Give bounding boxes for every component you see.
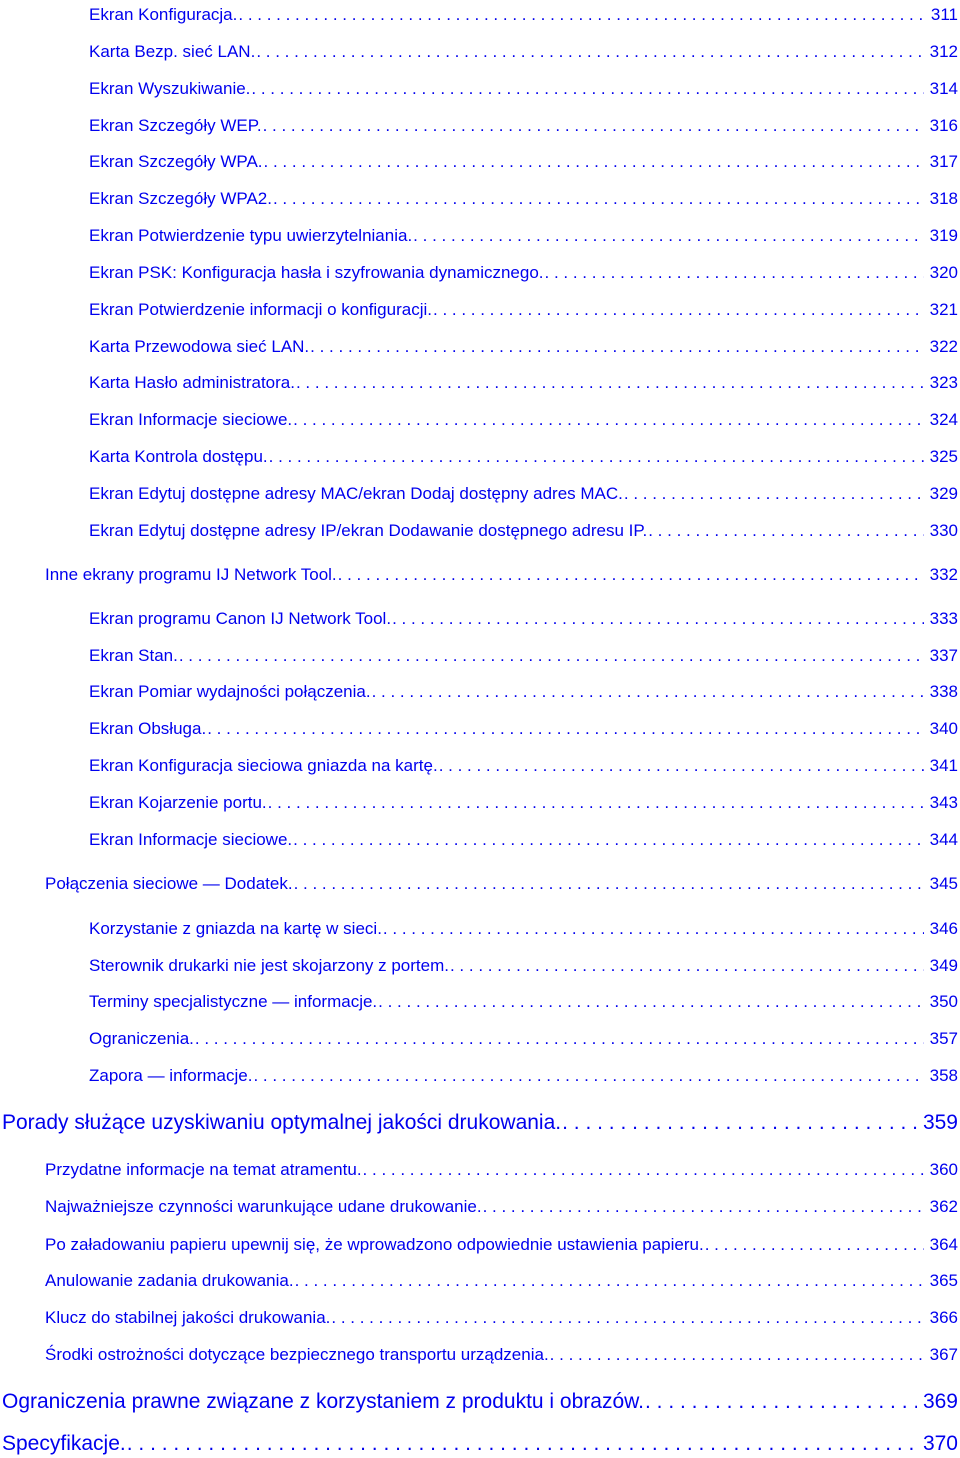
toc-entry[interactable] xyxy=(0,337,960,357)
dot-leader xyxy=(413,226,923,246)
toc-entry[interactable] xyxy=(0,42,960,62)
dot-leader xyxy=(295,1271,924,1291)
toc-entry-title: Połączenia sieciowe — Dodatek. xyxy=(45,874,293,893)
toc-entry[interactable] xyxy=(0,1066,960,1086)
toc-entry-title: Anulowanie zadania drukowania. xyxy=(45,1271,294,1290)
dot-leader xyxy=(253,1066,923,1086)
toc-entry-page: 337 xyxy=(929,646,958,665)
toc-entry-page: 343 xyxy=(929,793,958,812)
toc-entry-page: 362 xyxy=(929,1197,958,1216)
toc-entry-title: Ekran Informacje sieciowe. xyxy=(89,830,293,849)
dot-leader xyxy=(383,919,924,939)
toc-entry-page: 317 xyxy=(929,152,958,171)
toc-entry[interactable] xyxy=(0,565,960,585)
toc-entry[interactable] xyxy=(0,1345,960,1365)
toc-entry-page: 369 xyxy=(922,1390,958,1413)
dot-leader xyxy=(378,992,923,1012)
toc-entry-page: 330 xyxy=(929,521,958,540)
dot-leader xyxy=(195,1029,924,1049)
toc-entry-page: 319 xyxy=(929,226,958,245)
toc-entry[interactable] xyxy=(0,1111,960,1135)
toc-entry[interactable] xyxy=(0,152,960,172)
dot-leader xyxy=(450,956,924,976)
toc-entry[interactable] xyxy=(0,226,960,246)
dot-leader xyxy=(545,263,924,283)
toc-entry-title: Terminy specjalistyczne — informacje. xyxy=(89,992,378,1011)
toc-entry[interactable] xyxy=(0,373,960,393)
toc-entry-page: 358 xyxy=(929,1066,958,1085)
toc-entry-title: Ekran Potwierdzenie informacji o konfiguracji. xyxy=(89,300,432,319)
toc-entry-title: Ekran Kojarzenie portu. xyxy=(89,793,267,812)
dot-leader xyxy=(562,1111,917,1135)
dot-leader xyxy=(392,609,924,629)
toc-entry-title: Ekran programu Canon IJ Network Tool. xyxy=(89,609,392,628)
dot-leader xyxy=(338,565,924,585)
toc-entry[interactable] xyxy=(0,756,960,776)
toc-entry-title: Ekran Wyszukiwanie. xyxy=(89,79,251,98)
dot-leader xyxy=(363,1160,924,1180)
toc-entry-page: 359 xyxy=(922,1111,958,1134)
dot-leader xyxy=(264,152,924,172)
toc-entry-title: Porady służące uzyskiwaniu optymalnej jakości drukowania. xyxy=(2,1111,562,1134)
toc-entry-page: 346 xyxy=(929,919,958,938)
toc-entry[interactable] xyxy=(0,793,960,813)
toc-entry[interactable] xyxy=(0,992,960,1012)
dot-leader xyxy=(624,484,924,504)
dot-leader xyxy=(705,1235,924,1255)
dot-leader xyxy=(331,1308,923,1328)
toc-entry-title: Korzystanie z gniazda na kartę w sieci. xyxy=(89,919,382,938)
toc-entry[interactable] xyxy=(0,116,960,136)
toc-entry-title: Ekran Szczegóły WPA2. xyxy=(89,189,272,208)
toc-entry-page: 320 xyxy=(929,263,958,282)
toc-entry-title: Ograniczenia prawne związane z korzystaniem z produktu i obrazów. xyxy=(2,1390,644,1413)
toc-entry-page: 316 xyxy=(929,116,958,135)
toc-entry[interactable] xyxy=(0,1029,960,1049)
dot-leader xyxy=(433,300,924,320)
toc-entry[interactable] xyxy=(0,1235,960,1255)
toc-entry-title: Po załadowaniu papieru upewnij się, że wprowadzono odpowiednie ustawienia papieru. xyxy=(45,1235,704,1254)
toc-entry-title: Sterownik drukarki nie jest skojarzony z portem. xyxy=(89,956,449,975)
toc-entry[interactable] xyxy=(0,682,960,702)
toc-entry-page: 321 xyxy=(929,300,958,319)
toc-entry-page: 345 xyxy=(929,874,958,893)
toc-entry-page: 349 xyxy=(929,956,958,975)
toc-entry-page: 329 xyxy=(929,484,958,503)
toc-entry-page: 360 xyxy=(929,1160,958,1179)
toc-entry[interactable] xyxy=(0,874,960,894)
dot-leader xyxy=(550,1345,924,1365)
dot-leader xyxy=(648,521,923,541)
toc-entry-title: Ekran Konfiguracja sieciowa gniazda na kartę. xyxy=(89,756,438,775)
toc-entry-page: 341 xyxy=(929,756,958,775)
toc-entry-title: Ekran Edytuj dostępne adresy MAC/ekran Dodaj dostępny adres MAC. xyxy=(89,484,623,503)
toc-entry[interactable] xyxy=(0,1160,960,1180)
dot-leader xyxy=(179,646,924,666)
toc-entry-title: Ekran Szczegóły WPA. xyxy=(89,152,263,171)
toc-entry-page: 370 xyxy=(922,1432,958,1455)
dot-leader xyxy=(439,756,924,776)
toc-entry-page: 367 xyxy=(929,1345,958,1364)
toc-entry-page: 332 xyxy=(929,565,958,584)
dot-leader xyxy=(127,1432,917,1456)
toc-entry-title: Ekran Edytuj dostępne adresy IP/ekran Dodawanie dostępnego adresu IP. xyxy=(89,521,648,540)
dot-leader xyxy=(268,793,924,813)
dot-leader xyxy=(645,1390,917,1414)
dot-leader xyxy=(238,5,925,25)
toc-entry[interactable] xyxy=(0,1271,960,1291)
toc-entry-title: Specyfikacje. xyxy=(2,1432,126,1455)
toc-entry[interactable] xyxy=(0,300,960,320)
toc-entry[interactable] xyxy=(0,1390,960,1414)
toc-entry-title: Inne ekrany programu IJ Network Tool. xyxy=(45,565,337,584)
toc-entry-page: 366 xyxy=(929,1308,958,1327)
dot-leader xyxy=(269,447,924,467)
toc-entry-title: Zapora — informacje. xyxy=(89,1066,253,1085)
toc-entry[interactable] xyxy=(0,956,960,976)
dot-leader xyxy=(256,42,923,62)
toc-entry[interactable] xyxy=(0,79,960,99)
toc-entry[interactable] xyxy=(0,521,960,541)
toc-entry-page: 350 xyxy=(929,992,958,1011)
dot-leader xyxy=(273,189,924,209)
dot-leader xyxy=(293,830,923,850)
toc-entry-title: Ekran Potwierdzenie typu uwierzytelniania. xyxy=(89,226,413,245)
toc-entry-title: Klucz do stabilnej jakości drukowania. xyxy=(45,1308,331,1327)
toc-entry-title: Karta Hasło administratora. xyxy=(89,373,295,392)
toc-entry[interactable] xyxy=(0,447,960,467)
toc-entry-page: 340 xyxy=(929,719,958,738)
toc-entry-page: 323 xyxy=(929,373,958,392)
toc-entry-page: 325 xyxy=(929,447,958,466)
dot-leader xyxy=(296,373,924,393)
toc-entry[interactable] xyxy=(0,484,960,504)
toc-entry-title: Ekran Stan. xyxy=(89,646,178,665)
dot-leader xyxy=(251,79,923,99)
toc-entry-title: Ekran Szczegóły WEP. xyxy=(89,116,262,135)
dot-leader xyxy=(483,1197,924,1217)
toc-entry-page: 338 xyxy=(929,682,958,701)
toc-entry-title: Ograniczenia. xyxy=(89,1029,194,1048)
dot-leader xyxy=(207,719,923,739)
toc-entry[interactable] xyxy=(0,919,960,939)
toc-entry-page: 314 xyxy=(929,79,958,98)
dot-leader xyxy=(294,874,924,894)
toc-entry-title: Najważniejsze czynności warunkujące udane drukowanie. xyxy=(45,1197,482,1216)
toc-entry[interactable] xyxy=(0,263,960,283)
toc-entry-title: Ekran Konfiguracja. xyxy=(89,5,238,24)
toc-entry-title: Ekran Informacje sieciowe. xyxy=(89,410,293,429)
toc-entry-page: 357 xyxy=(929,1029,958,1048)
toc-entry-title: Karta Kontrola dostępu. xyxy=(89,447,268,466)
toc-entry[interactable] xyxy=(0,1308,960,1328)
dot-leader xyxy=(293,410,923,430)
toc-entry-title: Karta Przewodowa sieć LAN. xyxy=(89,337,310,356)
toc-entry-title: Karta Bezp. sieć LAN. xyxy=(89,42,256,61)
toc-entry[interactable] xyxy=(0,1197,960,1217)
toc-entry[interactable] xyxy=(0,646,960,666)
toc-entry[interactable] xyxy=(0,5,960,25)
dot-leader xyxy=(310,337,923,357)
dot-leader xyxy=(372,682,924,702)
toc-entry[interactable] xyxy=(0,1432,960,1456)
toc-entry-page: 364 xyxy=(929,1235,958,1254)
toc-entry-title: Ekran Obsługa. xyxy=(89,719,207,738)
toc-entry[interactable] xyxy=(0,189,960,209)
toc-entry[interactable] xyxy=(0,830,960,850)
toc-entry-title: Ekran Pomiar wydajności połączenia. xyxy=(89,682,371,701)
toc-entry[interactable] xyxy=(0,719,960,739)
toc-entry-page: 333 xyxy=(929,609,958,628)
toc-entry-title: Przydatne informacje na temat atramentu. xyxy=(45,1160,362,1179)
toc-entry-page: 365 xyxy=(929,1271,958,1290)
toc-entry-page: 318 xyxy=(929,189,958,208)
toc-entry-title: Ekran PSK: Konfiguracja hasła i szyfrowania dynamicznego. xyxy=(89,263,544,282)
dot-leader xyxy=(263,116,924,136)
toc-entry-page: 344 xyxy=(929,830,958,849)
toc-entry[interactable] xyxy=(0,410,960,430)
toc-entry[interactable] xyxy=(0,609,960,629)
toc-entry-page: 324 xyxy=(929,410,958,429)
toc-entry-page: 312 xyxy=(929,42,958,61)
toc-entry-page: 311 xyxy=(930,5,958,24)
toc-entry-page: 322 xyxy=(929,337,958,356)
toc-entry-title: Środki ostrożności dotyczące bezpiecznego transportu urządzenia. xyxy=(45,1345,549,1364)
